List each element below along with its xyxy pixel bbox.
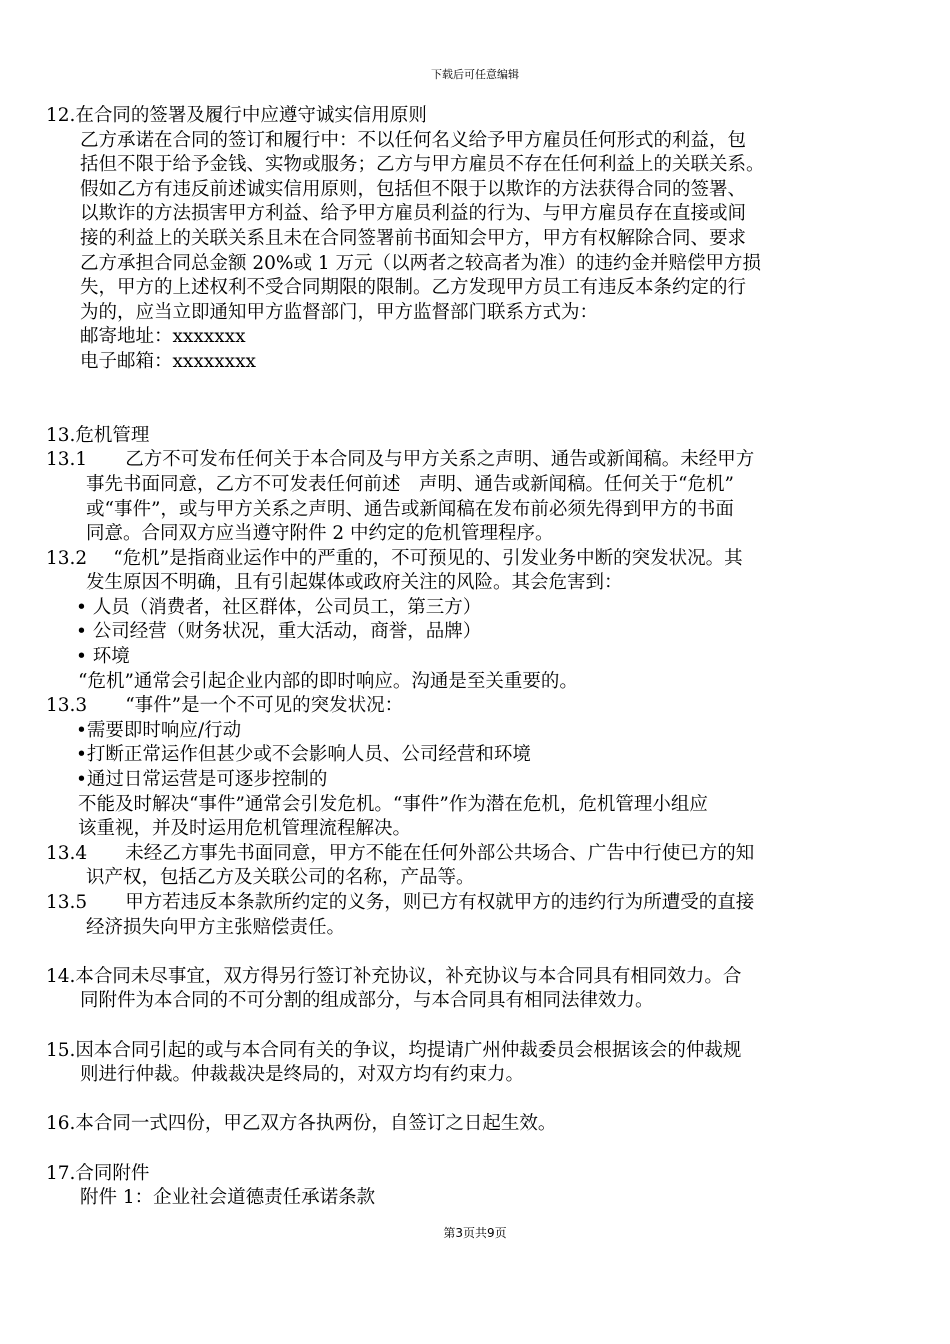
clause-13-5-first-line (46, 891, 908, 916)
clause-13-2-number: 13.2 (46, 547, 88, 569)
clause-13-1-line: 或“事件”，或与甲方关系之声明、通告或新闻稿在发布前必须先得到甲方的书面 (86, 498, 734, 520)
bullet-item: •打断正常运作但甚少或不会影响人员、公司经营和环境 (76, 744, 531, 766)
clause-13-3-number: 13.3 (46, 695, 88, 717)
clause-13-2-first-line (46, 547, 908, 572)
clause-13-1-text: 乙方不可发布任何关于本合同及与甲方关系之声明、通告或新闻稿。未经甲方 (125, 449, 755, 471)
bullet-item: •需要即时响应/行动 (76, 719, 242, 741)
clause-13-5-text: 甲方若违反本条款所约定的义务，则已方有权就甲方的违约行为所遭受的直接 (125, 892, 755, 913)
clause-13-3-first-line (46, 694, 908, 719)
section-15-line: 则进行仲裁。仲裁裁决是终局的，对双方均有约束力。 (80, 1064, 525, 1086)
clause-13-4-line: 识产权，包括乙方及关联公司的名称，产品等。 (86, 867, 475, 889)
page-footer: 第3页共9页 (443, 1226, 507, 1240)
section-12-line: 括但不限于给予金钱、实物或服务；乙方与甲方雇员不存在任何利益上的关联关系。 (80, 154, 765, 176)
section-12-line: 接的利益上的关联关系且未在合同签署前书面知会甲方，甲方有权解除合同、要求 (80, 227, 747, 249)
clause-13-3-after: 该重视，并及时运用危机管理流程解决。 (78, 818, 412, 840)
clause-13-5-line: 经济损失向甲方主张赔偿责任。 (86, 916, 346, 938)
email-address: 电子邮箱：xxxxxxxx (80, 350, 256, 372)
section-12-line: 为的，应当立即通知甲方监督部门，甲方监督部门联系方式为： (80, 301, 599, 323)
clause-13-1-number: 13.1 (46, 449, 88, 471)
clause-13-5-number: 13.5 (46, 892, 88, 913)
section-12-line: 乙方承诺在合同的签订和履行中：不以任何名义给予甲方雇员任何形式的利益，包 (80, 129, 747, 151)
bullet-item: • 人员（消费者，社区群体，公司员工，第三方） (76, 596, 482, 618)
attachment-1-line: 附件 1：企业社会道德责任承诺条款 (80, 1187, 376, 1209)
clause-13-1-line: 同意。合同双方应当遵守附件 2 中约定的危机管理程序。 (86, 523, 554, 545)
section-13-title: 13.危机管理 (46, 424, 150, 446)
clause-13-1-line: 事先书面同意，乙方不可发表任何前述 声明、通告或新闻稿。任何关于“危机” (86, 473, 734, 495)
page-header: 下载后可任意编辑 (431, 68, 519, 81)
bullet-item: • 公司经营（财务状况，重大活动，商誉，品牌） (76, 621, 482, 643)
section-17-title: 17.合同附件 (46, 1162, 150, 1184)
section-14-line: 同附件为本合同的不可分割的组成部分，与本合同具有相同法律效力。 (80, 990, 654, 1012)
clause-13-2-after: “危机”通常会引起企业内部的即时响应。沟通是至关重要的。 (78, 670, 578, 692)
section-12-line: 失，甲方的上述权利不受合同期限的限制。乙方发现甲方员工有违反本条约定的行 (80, 277, 747, 299)
mailing-address: 邮寄地址：xxxxxxx (80, 326, 246, 348)
section-12-line: 假如乙方有违反前述诚实信用原则，包括但不限于以欺诈的方法获得合同的签署、 (80, 178, 747, 200)
section-15-line: 15.因本合同引起的或与本合同有关的争议，均提请广州仲裁委员会根据该会的仲裁规 (46, 1039, 742, 1061)
section-12-line: 以欺诈的方法损害甲方利益、给予甲方雇员利益的行为、与甲方雇员存在直接或间 (80, 203, 747, 225)
clause-13-4-text: 未经乙方事先书面同意，甲方不能在任何外部公共场合、广告中行使已方的知 (125, 842, 755, 864)
section-14-line: 14.本合同未尽事宜，双方得另行签订补充协议，补充协议与本合同具有相同效力。合 (46, 965, 742, 987)
clause-13-3-text: “事件”是一个不可见的突发状况： (125, 695, 404, 717)
clause-13-2-line: 发生原因不明确，且有引起媒体或政府关注的风险。其会危害到： (86, 572, 623, 594)
section-12-line: 乙方承担合同总金额 20%或 1 万元（以两者之较高者为准）的违约金并赔偿甲方损 (80, 252, 762, 274)
clause-13-4-first-line (46, 842, 908, 867)
clause-13-1-first-line (46, 448, 908, 473)
clause-13-3-after: 不能及时解决“事件”通常会引发危机。“事件”作为潜在危机，危机管理小组应 (78, 793, 708, 815)
section-12-title: 12.在合同的签署及履行中应遵守诚实信用原则 (46, 105, 427, 126)
clause-13-2-text: “危机”是指商业运作中的严重的，不可预见的、引发业务中断的突发状况。其 (113, 547, 743, 569)
document-body (46, 104, 908, 1211)
clause-13-4-number: 13.4 (46, 842, 88, 864)
bullet-item: •通过日常运营是可逐步控制的 (76, 769, 328, 791)
section-16-line: 16.本合同一式四份，甲乙双方各执两份，自签订之日起生效。 (46, 1113, 557, 1135)
bullet-item: • 环境 (76, 646, 130, 668)
